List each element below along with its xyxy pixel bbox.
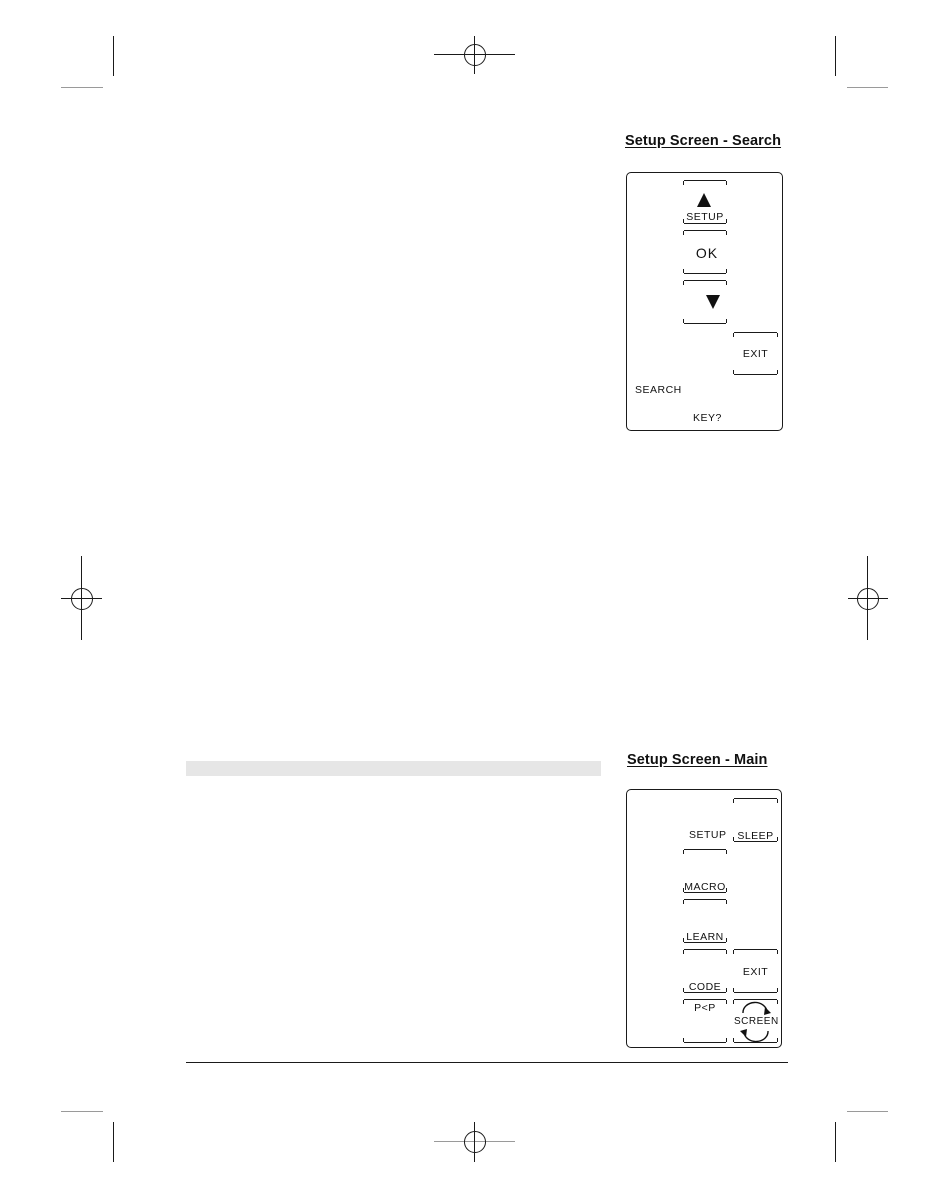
- down-triangle-icon: [706, 295, 720, 309]
- pip-key-label: P<P: [694, 1002, 716, 1014]
- key-prompt-text: KEY?: [693, 412, 722, 424]
- up-triangle-icon: [697, 193, 711, 207]
- sleep-key[interactable]: [734, 798, 777, 842]
- code-key[interactable]: [684, 949, 726, 993]
- exit-key[interactable]: [734, 332, 777, 375]
- exit-key-main-label: EXIT: [742, 966, 769, 978]
- screen-key-label: SCREEN: [734, 1016, 779, 1027]
- search-section-title: Setup Screen - Search: [625, 133, 782, 149]
- main-section-title: Setup Screen - Main: [627, 752, 768, 768]
- setup-mode-text: SETUP: [689, 829, 727, 841]
- section-header-bar: [186, 761, 601, 776]
- down-key[interactable]: [684, 280, 726, 324]
- ok-key-label: OK: [695, 245, 719, 261]
- macro-key[interactable]: [684, 849, 726, 893]
- up-key-label: SETUP: [686, 211, 724, 223]
- macro-key-label: MACRO: [684, 881, 726, 893]
- up-setup-key[interactable]: [684, 180, 726, 224]
- learn-key[interactable]: [684, 899, 726, 943]
- main-lcd-screen: [626, 789, 782, 1048]
- sleep-key-label: SLEEP: [737, 830, 774, 842]
- pip-key[interactable]: [684, 999, 726, 1043]
- ok-key[interactable]: [684, 230, 726, 274]
- search-status-text: SEARCH: [635, 384, 682, 396]
- exit-key-main[interactable]: [734, 949, 777, 993]
- exit-key-label: EXIT: [742, 348, 769, 360]
- code-key-label: CODE: [688, 981, 722, 993]
- screen-key[interactable]: [734, 999, 777, 1043]
- learn-key-label: LEARN: [686, 931, 724, 943]
- search-lcd-screen: [626, 172, 783, 431]
- page-bottom-rule: [186, 1062, 788, 1063]
